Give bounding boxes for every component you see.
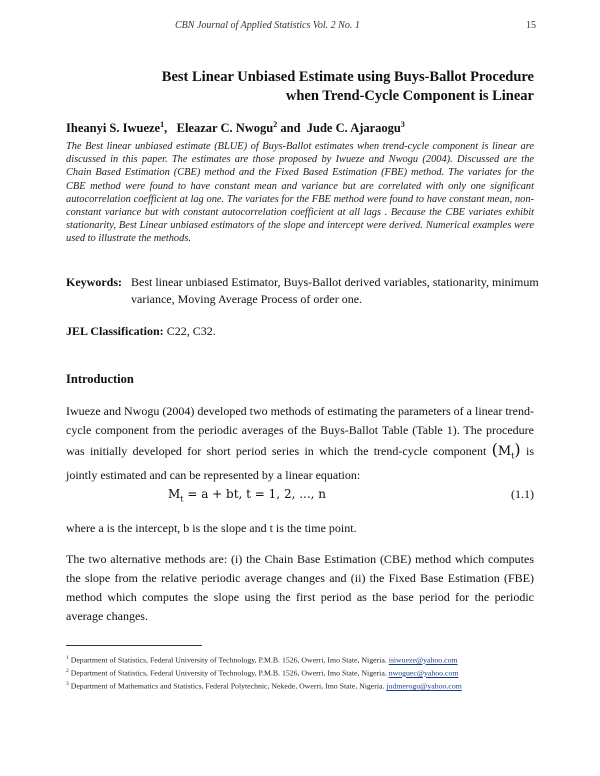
paragraph-text: is jointly estimated and can be represented by a linear equation: <box>66 444 534 482</box>
author-affiliation-mark: 3 <box>400 120 405 129</box>
keywords-label: Keywords: <box>66 275 122 289</box>
equation-rhs: = a + bt, t = 1, 2, ..., n <box>183 487 327 501</box>
title-line-1: Best Linear Unbiased Estimate using Buys-Ballot Procedure <box>161 69 534 85</box>
author-list <box>66 120 405 136</box>
author-affiliation-mark: 2 <box>273 120 278 129</box>
paper-title <box>94 68 534 106</box>
footnote-2 <box>66 666 540 679</box>
author-separator: and <box>277 121 307 136</box>
author-name: Iheanyi S. Iwueze <box>66 121 161 136</box>
title-line-2: when Trend-Cycle Component is Linear <box>285 88 534 104</box>
author-name: Eleazar C. Nwogu <box>176 121 274 136</box>
author-separator: , <box>164 121 177 136</box>
equation-number: (1.1) <box>511 487 534 501</box>
keywords-section <box>66 274 540 308</box>
footnote-text: Department of Mathematics and Statistics, Federal Polytechnic, Nekede, Owerri, Imo State, Nigeria. <box>68 681 387 691</box>
math-symbol: M <box>497 444 512 459</box>
footnote-3 <box>66 679 540 692</box>
footnote-mark: 2 <box>66 668 69 675</box>
author-email-link[interactable]: nwoguec@yahoo.com <box>388 668 459 678</box>
journal-name: CBN Journal of Applied Statistics Vol. 2 No. 1 <box>175 20 360 31</box>
footnotes <box>66 653 540 692</box>
paragraph-text: Iwueze and Nwogu (2004) developed two methods of estimating the parameters of a linear trend-cycle component from the periodic averages of the Buys-Ballot Table (Table 1). The procedure was initially developed for short period series in which the trend-cycle component <box>66 404 534 458</box>
section-heading-introduction: Introduction <box>66 372 134 386</box>
footnote-1 <box>66 653 540 666</box>
equation-lhs: M <box>168 487 181 501</box>
footnote-divider <box>66 645 202 646</box>
author-affiliation-mark: 1 <box>160 120 165 129</box>
author-email-link[interactable]: judmerogu@yahoo.com <box>386 681 462 691</box>
author-email-link[interactable]: isiwueze@yahoo.com <box>388 655 458 665</box>
introduction-paragraph-2: where a is the intercept, b is the slope and t is the time point. <box>66 521 357 535</box>
equation-body <box>168 487 326 503</box>
jel-codes: C22, C32. <box>166 324 216 338</box>
jel-classification <box>66 324 216 339</box>
footnote-text: Department of Statistics, Federal University of Technology, P.M.B. 1526, Owerri, Imo State, Nigeria. <box>68 655 389 665</box>
author-name: Jude C. Ajaraogu <box>306 121 401 136</box>
equation-subscript: t <box>180 494 184 504</box>
inline-math-mt: $(M_t)$ <box>491 440 521 461</box>
footnote-mark: 3 <box>66 681 69 688</box>
introduction-paragraph-3: The two alternative methods are: (i) the Chain Base Estimation (CBE) method which computes the slope from the relative periodic average changes and (ii) the Fixed Base Estimation (FBE) method which computes the slope using the first period as the base period for the periodic average changes. <box>66 552 534 623</box>
math-subscript: t <box>511 451 515 461</box>
page-number: 15 <box>526 20 536 31</box>
introduction-paragraph-1 <box>66 402 534 485</box>
jel-label: JEL Classification: <box>66 324 164 338</box>
abstract: The Best linear unbiased estimate (BLUE) of Buys-Ballot estimates when trend-cycle component is linear are discussed in this paper. The estimates are those proposed by Iwueze and Nwogu (2004). Discussed are the Chain Based Estimation (CBE) method and the Fixed Based Estimation (FBE) method. The variates for the CBE method were found to have constant mean and variance but are correlated with only one significant autocorrelation coefficient at lag one. The variates for the FBE method were found to have constant mean, non-constant variance but with constant autocorrelation coefficient at all lags . Because the CBE variates exhibit stationarity, Best Linear unbiased estimators of the slope and intercept were derived. Numerical examples were used to illustrate the methods. <box>66 141 534 245</box>
keywords-text: Best linear unbiased Estimator, Buys-Ballot derived variables, stationarity, minimum variance, Moving Average Process of order one. <box>131 275 539 306</box>
footnote-text: Department of Statistics, Federal University of Technology, P.M.B. 1526, Owerri, Imo State, Nigeria. <box>68 668 389 678</box>
footnote-mark: 1 <box>66 655 69 661</box>
